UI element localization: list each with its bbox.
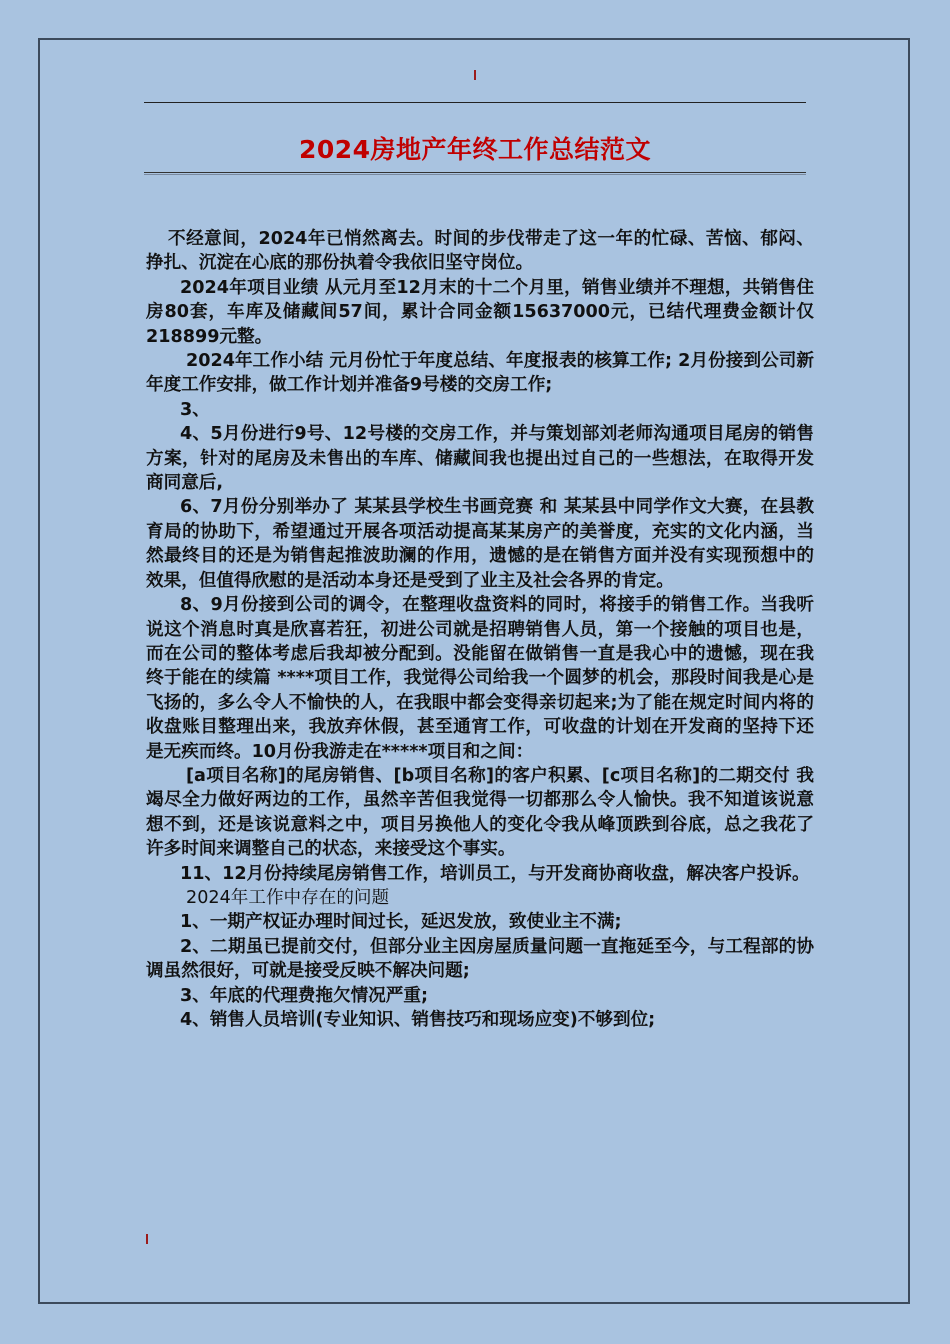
document-body: [146, 227, 814, 1032]
paragraph-item-11-12: 11、12月份持续尾房销售工作，培训员工，与开发商协商收盘，解决客户投诉。: [180, 863, 810, 884]
paragraph-performance: 2024年项目业绩 从元月至12月末的十二个月里，销售业绩并不理想，共销售住房80套，车库及储藏间57间，累计合同金额15637000元，已结代理费金额计仅218899元整。: [146, 277, 814, 347]
paragraph-projects: [a项目名称]的尾房销售、[b项目名称]的客户积累、[c项目名称]的二期交付 我竭尽全力做好两边的工作，虽然辛苦但我觉得一切都那么令人愉快。我不知道该说意想不到，还是该说意料之中，项目另换他人的变化令我从峰顶跌到谷底，总之我花了许多时间来调整自己的状态，来接受这个事实。: [146, 765, 814, 860]
header-mark: [474, 70, 476, 80]
paragraph-item-8-9: 8、9月份接到公司的调令，在整理收盘资料的同时，将接手的销售工作。当我听说这个消息时真是欣喜若狂，初进公司就是招聘销售人员，第一个接触的项目也是，而在公司的整体考虑后我却被分配到。没能留在做销售一直是我心中的遗憾，现在我终于能在的续篇 ****项目工作，我觉得公司给我一个圆梦的机会，那段时间我是心是飞扬的，多么令人不愉快的人，在我眼中都会变得亲切起来;为了能在规定时间内将的收盘账目整理出来，我放弃休假，甚至通宵工作，可收盘的计划在开发商的坚持下还是无疾而终。10月份我游走在*****项目和之间：: [146, 595, 814, 762]
paragraph-intro: 不经意间，2024年已悄然离去。时间的步伐带走了这一年的忙碌、苦恼、郁闷、挣扎、沉淀在心底的那份执着令我依旧坚守岗位。: [146, 229, 814, 274]
document-title: 2024房地产年终工作总结范文: [298, 135, 652, 164]
problem-item-1: 1、一期产权证办理时间过长，延迟发放，致使业主不满;: [180, 912, 622, 933]
header-rule: [144, 102, 806, 103]
paragraph-item-6-7: 6、7月份分别举办了 某某县学校生书画竞赛 和 某某县中同学作文大赛，在县教育局的协助下，希望通过开展各项活动提高某某房产的美誉度，充实的文化内涵，当然最终目的还是为销售起推波助澜的作用，遗憾的是在销售方面并没有实现预想中的效果，但值得欣慰的是活动本身还是受到了业主及社会各界的肯定。: [146, 497, 814, 591]
paragraph-summary: 2024年工作小结 元月份忙于年度总结、年度报表的核算工作; 2月份接到公司新年度工作安排，做工作计划并准备9号楼的交房工作;: [146, 351, 814, 396]
paragraph-item-3: 3、: [180, 399, 210, 420]
paragraph-item-4-5: 4、5月份进行9号、12号楼的交房工作，并与策划部刘老师沟通项目尾房的销售方案，针对的尾房及未售出的车库、储藏间我也提出过自己的一些想法，在取得开发商同意后,: [146, 424, 814, 494]
problem-item-3: 3、年底的代理费拖欠情况严重;: [180, 985, 428, 1006]
title-rule: [144, 172, 806, 175]
problem-item-2: 2、二期虽已提前交付，但部分业主因房屋质量问题一直拖延至今，与工程部的协调虽然很好，可就是接受反映不解决问题;: [146, 936, 814, 982]
footer-mark: [146, 1234, 148, 1244]
section-heading-problems: 2024年工作中存在的问题: [186, 887, 390, 908]
problem-item-4: 4、销售人员培训(专业知识、销售技巧和现场应变)不够到位;: [180, 1010, 656, 1030]
